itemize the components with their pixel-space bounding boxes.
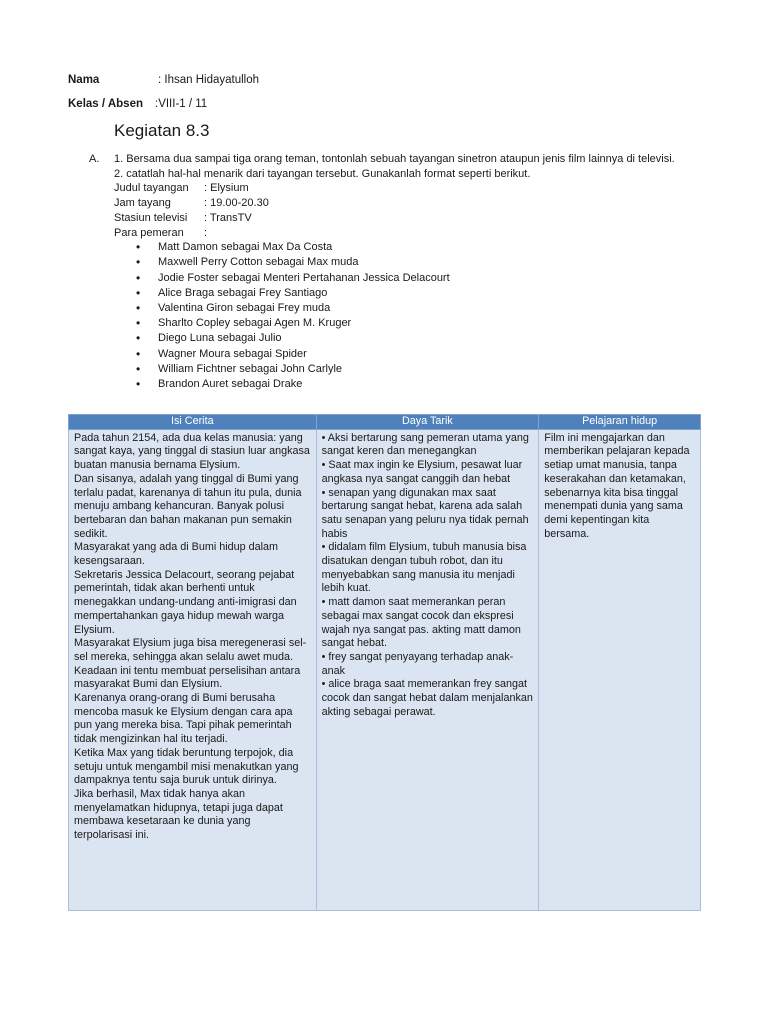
stasiun-value: : TransTV — [204, 211, 252, 224]
story-paragraph: Sekretaris Jessica Delacourt, seorang pejabat pemerintah, tidak akan berhenti untuk menegakkan undang-undang anti-imigrasi dan mempertahankan gaya hidup mewah warga Elysium. — [74, 568, 297, 636]
story-paragraph: Karenanya orang-orang di Bumi berusaha mencoba masuk ke Elysium dengan cara apa pun yang mereka bisa. Tapi pihak pemerintah tidak mengizinkan hal itu terjadi. — [74, 692, 293, 746]
pemeran-label: Para pemeran — [114, 226, 184, 239]
cast-item: • William Fichtner sebagai John Carlyle — [136, 362, 710, 377]
question-block — [114, 152, 710, 392]
judul-label: Judul tayangan — [114, 182, 189, 195]
table-header-row — [69, 415, 701, 430]
judul-value: : Elysium — [204, 182, 249, 195]
cast-item: • Maxwell Perry Cotton sebagai Max muda — [136, 255, 710, 270]
attraction-item: • alice braga saat memerankan frey sangat cocok dan sangat hebat dalam menjalankan akting sebagai perawat. — [321, 678, 533, 718]
attraction-item: • frey sangat penyayang terhadap anak-anak — [321, 650, 514, 677]
stasiun-label: Stasiun televisi — [114, 211, 188, 224]
story-paragraph: Masyarakat yang ada di Bumi hidup dalam kesengsaraan. — [74, 541, 279, 568]
pemeran-value: : — [204, 226, 208, 239]
story-table — [68, 414, 701, 911]
attraction-item: • Saat max ingin ke Elysium, pesawat luar angkasa nya sangat canggih dan hebat — [321, 459, 523, 485]
cast-list — [114, 240, 710, 392]
jam-value: : 19.00-20.30 — [204, 197, 269, 210]
cell-isi-cerita — [69, 429, 317, 910]
attraction-item: • senapan yang digunakan max saat bertarung sangat hebat, karena ada salah satu senapan yang peluru nya tidak pernah habis — [321, 486, 529, 540]
info-stasiun — [114, 211, 710, 226]
cast-item: • Brandon Auret sebagai Drake — [136, 377, 710, 392]
instruction-1: 1. Bersama dua sampai tiga orang teman, tontonlah sebuah tayangan sinetron ataupun jenis film lainnya di televisi. — [114, 153, 675, 165]
page-title: Kegiatan 8.3 — [114, 121, 210, 140]
attraction-item: • didalam film Elysium, tubuh manusia bisa disatukan dengan tubuh robot, dan itu menyebabkan sang manusia itu menjadi lebih kuat. — [321, 541, 527, 595]
kelas-label: Kelas / Absen — [68, 98, 143, 110]
info-jam — [114, 196, 710, 211]
kelas-value: :VIII-1 / 11 — [155, 98, 208, 110]
table-row — [69, 429, 701, 910]
attraction-item: • Aksi bertarung sang pemeran utama yang sangat keren dan menegangkan — [321, 431, 529, 458]
cast-item: • Valentina Giron sebagai Frey muda — [136, 301, 710, 316]
header-daya-tarik: Daya Tarik — [316, 415, 539, 430]
cast-item: • Sharlto Copley sebagai Agen M. Kruger — [136, 316, 710, 331]
nama-field — [68, 74, 259, 86]
story-paragraph: Jika berhasil, Max tidak hanya akan menyelamatkan hidupnya, tetapi juga dapat membawa kesetaraan ke dunia yang terpolarisasi ini. — [74, 787, 283, 842]
story-paragraph: Pada tahun 2154, ada dua kelas manusia: yang sangat kaya, yang tinggal di stasiun luar angkasa buatan manusia bernama Elysium. — [74, 431, 310, 472]
jam-label: Jam tayang — [114, 197, 171, 210]
info-pemeran — [114, 226, 710, 241]
cell-pelajaran-hidup — [539, 429, 701, 910]
attraction-item: • matt damon saat memerankan peran sebagai max sangat cocok dan ekspresi wajah nya sangat pas. akting matt damon sangat hebat. — [321, 596, 521, 650]
cell-daya-tarik — [316, 429, 539, 910]
section-marker: A. — [89, 153, 100, 165]
info-judul — [114, 181, 710, 196]
cast-item: • Wagner Moura sebagai Spider — [136, 347, 710, 362]
cast-item: • Diego Luna sebagai Julio — [136, 331, 710, 346]
header-isi-cerita: Isi Cerita — [69, 415, 317, 430]
lesson-paragraph: Film ini mengajarkan dan memberikan pelajaran kepada setiap umat manusia, tanpa keserakahan dan ketamakan, sebenarnya kita bisa tinggal menempati dunia yang sama demi kepentingan kita bersama. — [544, 431, 690, 540]
story-paragraph: Masyarakat Elysium juga bisa meregenerasi sel-sel mereka, sehingga akan selalu awet muda. Keadaan ini tentu membuat perselisihan antara masyarakat Bumi dan Elysium. — [74, 637, 307, 691]
instruction-2: 2. catatlah hal-hal menarik dari tayangan tersebut. Gunakanlah format seperti berikut. — [114, 167, 531, 180]
nama-value: : Ihsan Hidayatulloh — [158, 74, 260, 86]
cast-item: • Matt Damon sebagai Max Da Costa — [136, 240, 710, 255]
nama-label: Nama — [68, 74, 100, 86]
story-paragraph: Dan sisanya, adalah yang tinggal di Bumi yang terlalu padat, karenanya di tahun itu pula, dunia menuju ambang kehancuran. Banyak polusi bertebaran dan bahan makanan pun semakin sedikit. — [74, 472, 302, 540]
header-pelajaran-hidup: Pelajaran hidup — [539, 415, 701, 430]
story-paragraph: Ketika Max yang tidak beruntung terpojok, dia setuju untuk mengambil misi menakutkan yang dampaknya tentu saja buruk untuk dirinya. — [74, 746, 299, 787]
cast-item: • Jodie Foster sebagai Menteri Pertahanan Jessica Delacourt — [136, 271, 710, 286]
cast-item: • Alice Braga sebagai Frey Santiago — [136, 286, 710, 301]
kelas-field — [68, 98, 207, 110]
